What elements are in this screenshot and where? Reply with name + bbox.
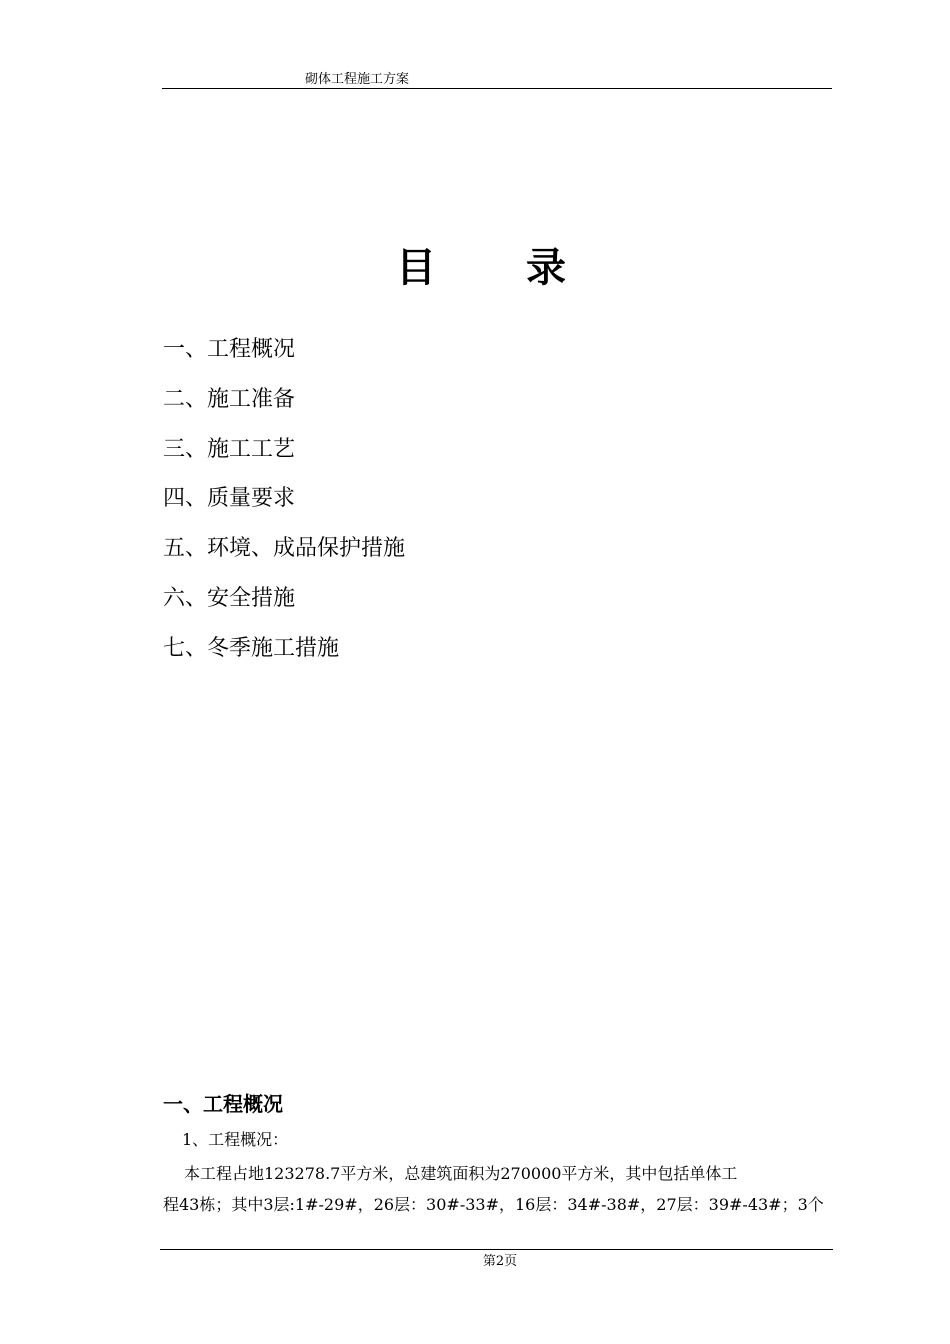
footer-rule (160, 1249, 833, 1250)
toc-list (163, 334, 405, 683)
body-paragraph (163, 1158, 835, 1220)
toc-item-safety[interactable]: 六、安全措施 (163, 585, 296, 611)
header-rule (162, 88, 832, 89)
toc-item-overview[interactable]: 一、工程概况 (163, 337, 296, 362)
toc-item-preparation[interactable]: 二、施工准备 (163, 386, 296, 412)
sub-heading: 1、工程概况： (182, 1130, 289, 1149)
running-header: 砌体工程施工方案 (305, 72, 410, 87)
toc-item-protection[interactable]: 五、环境、成品保护措施 (163, 536, 406, 562)
toc-item-quality[interactable]: 四、质量要求 (163, 486, 296, 512)
page-number: 第2页 (482, 1254, 518, 1269)
toc-title: 目 录 (396, 245, 604, 291)
toc-item-winter[interactable]: 七、冬季施工措施 (163, 635, 340, 661)
toc-item-process[interactable]: 三、施工工艺 (163, 436, 296, 462)
body-line-2: 程43栋；其中3层:1#-29#，26层：30#-33#，16层：34#-38#，27层：39#-43#；3个 (163, 1195, 824, 1214)
section-heading: 一、工程概况 (163, 1092, 283, 1116)
body-line-1: 本工程占地123278.7平方米，总建筑面积为270000平方米，其中包括单体工 (184, 1164, 738, 1183)
